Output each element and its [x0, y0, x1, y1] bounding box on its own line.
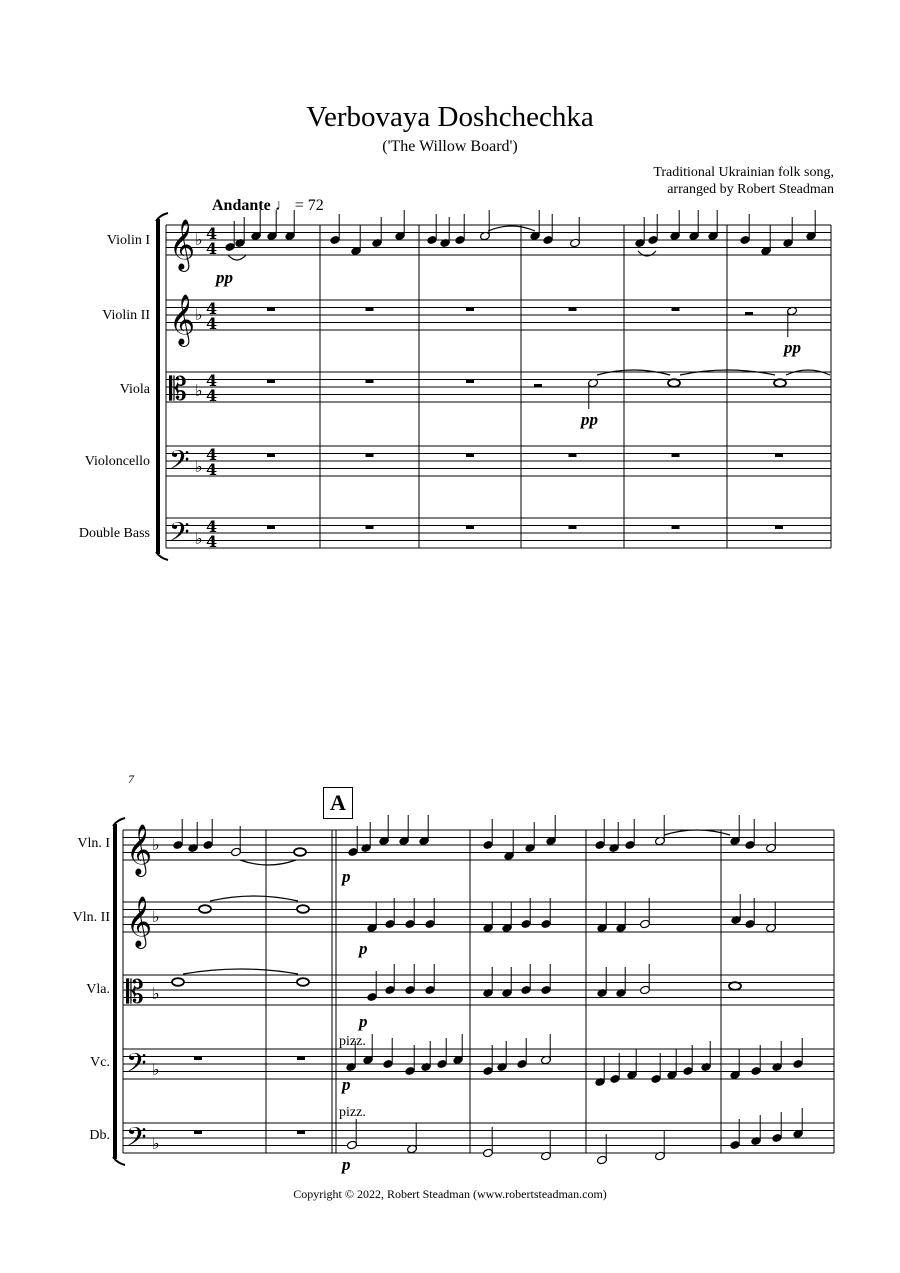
flat-icon: ♭: [195, 381, 203, 400]
treble-clef-icon: 𝄞: [126, 896, 153, 947]
whole-note: [172, 978, 184, 986]
slur: [240, 860, 296, 865]
time-signature-bottom: 4: [206, 239, 218, 258]
composer-line-2: arranged by Robert Steadman: [667, 182, 834, 197]
whole-rest: [194, 1057, 202, 1061]
bass-clef-icon: 𝄢: [126, 1121, 147, 1159]
whole-note: [729, 982, 741, 990]
whole-rest: [366, 308, 374, 312]
flat-icon: ♭: [152, 984, 160, 1003]
whole-rest: [672, 308, 680, 312]
dynamic-p: p: [359, 1012, 368, 1031]
slur: [664, 830, 730, 835]
whole-rest: [672, 526, 680, 530]
whole-rest: [569, 308, 577, 312]
instrument-name-violin-2: Violin II: [102, 308, 150, 323]
whole-rest: [466, 380, 474, 384]
bass-clef-icon: 𝄢: [169, 516, 190, 554]
whole-note: [297, 978, 309, 986]
treble-clef-icon: 𝄞: [169, 219, 196, 270]
composer-line-1: Traditional Ukrainian folk song,: [653, 165, 834, 180]
alto-clef-icon: 𝄡: [169, 370, 187, 408]
bracket-cap: [156, 552, 168, 560]
whole-rest: [297, 1131, 305, 1135]
bass-clef-icon: 𝄢: [169, 444, 190, 482]
time-signature-bottom: 4: [206, 314, 218, 333]
pizz-marking: pizz.: [339, 1034, 366, 1049]
time-signature-top: 4: [206, 371, 218, 390]
dynamic-pp: pp: [784, 338, 801, 357]
measure-number: 7: [128, 772, 134, 786]
flat-icon: ♭: [195, 230, 203, 249]
whole-rest: [297, 1057, 305, 1061]
bass-clef-icon: 𝄢: [126, 1047, 147, 1085]
barlines: [123, 225, 834, 1153]
dynamic-pp: pp: [216, 268, 233, 287]
slur: [488, 226, 535, 231]
whole-rest: [569, 526, 577, 530]
whole-rest: [267, 308, 275, 312]
flat-icon: ♭: [195, 529, 203, 548]
instrument-short-bass: Db.: [89, 1128, 110, 1143]
time-signature-bottom: 4: [206, 386, 218, 405]
whole-rest: [366, 380, 374, 384]
score-subtitle: ('The Willow Board'): [382, 138, 518, 155]
whole-rest: [775, 526, 783, 530]
whole-note: [774, 379, 786, 387]
treble-clef-icon: 𝄞: [126, 824, 153, 875]
dynamic-p: p: [359, 939, 368, 958]
whole-rest: [672, 454, 680, 458]
quarter-note-icon: ♩: [274, 197, 291, 214]
pizz-marking: pizz.: [339, 1105, 366, 1120]
score-title: Verbovaya Doshchechka: [306, 101, 594, 133]
whole-rest: [366, 454, 374, 458]
whole-note: [294, 848, 306, 856]
whole-note: [668, 379, 680, 387]
half-rest: [745, 312, 753, 316]
whole-rest: [466, 308, 474, 312]
whole-rest: [366, 526, 374, 530]
whole-note: [199, 905, 211, 913]
instrument-short-viola: Vla.: [86, 982, 110, 997]
whole-rest: [267, 454, 275, 458]
whole-rest: [569, 454, 577, 458]
instrument-name-violin-1: Violin I: [106, 233, 150, 248]
dynamic-p: p: [342, 1155, 351, 1174]
flat-icon: ♭: [152, 907, 160, 926]
copyright: Copyright © 2022, Robert Steadman (www.robertsteadman.com): [293, 1187, 607, 1201]
tempo-text: Andante: [212, 197, 271, 214]
flat-icon: ♭: [152, 1134, 160, 1153]
time-signature-top: 4: [206, 224, 218, 243]
whole-rest: [466, 454, 474, 458]
whole-rest: [466, 526, 474, 530]
whole-rest: [267, 526, 275, 530]
notes: [172, 210, 830, 1165]
whole-rest: [267, 380, 275, 384]
whole-rest: [194, 1131, 202, 1135]
time-signature-top: 4: [206, 517, 218, 536]
time-signature-bottom: 4: [206, 532, 218, 551]
whole-note: [297, 905, 309, 913]
instrument-short-cello: Vc.: [90, 1055, 110, 1070]
time-signature-top: 4: [206, 299, 218, 318]
clefs: [126, 219, 217, 1159]
instrument-name-cello: Violoncello: [84, 454, 150, 469]
flat-icon: ♭: [195, 305, 203, 324]
instrument-name-viola: Viola: [119, 382, 150, 397]
flat-icon: ♭: [152, 835, 160, 854]
instrument-short-violin-2: Vln. II: [72, 910, 110, 925]
time-signature-top: 4: [206, 445, 218, 464]
alto-clef-icon: 𝄡: [126, 973, 144, 1011]
treble-clef-icon: 𝄞: [169, 294, 196, 345]
rehearsal-mark: A: [323, 787, 353, 819]
flat-icon: ♭: [195, 457, 203, 476]
rests: [194, 308, 783, 1135]
half-rest: [534, 384, 542, 388]
slur: [183, 969, 298, 974]
bracket-cap: [113, 818, 125, 826]
bracket-cap: [113, 1157, 125, 1165]
slur: [210, 896, 298, 901]
tempo-bpm: = 72: [294, 197, 324, 214]
instrument-name-bass: Double Bass: [78, 526, 150, 541]
slur: [228, 255, 246, 260]
time-signature-bottom: 4: [206, 460, 218, 479]
dynamic-p: p: [342, 1075, 351, 1094]
whole-rest: [775, 454, 783, 458]
dynamics: [214, 268, 801, 1174]
dynamic-pp: pp: [581, 410, 598, 429]
flat-icon: ♭: [152, 1060, 160, 1079]
bracket-cap: [156, 213, 168, 221]
instrument-short-violin-1: Vln. I: [77, 836, 110, 851]
system-brackets: [113, 213, 168, 1165]
dynamic-p: p: [342, 867, 351, 886]
